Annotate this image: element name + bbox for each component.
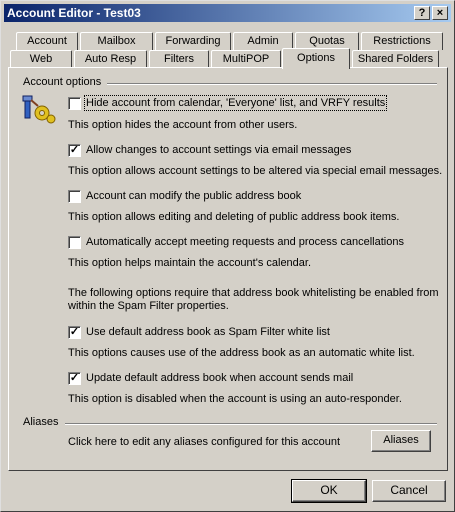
whitelist-note-line2: within the Spam Filter properties. bbox=[68, 300, 229, 312]
hide-account-label[interactable]: Hide account from calendar, 'Everyone' list, and VRFY results bbox=[86, 97, 386, 109]
tab-admin[interactable]: Admin bbox=[233, 32, 293, 50]
tab-options[interactable]: Options bbox=[282, 48, 350, 69]
options-panel bbox=[8, 67, 448, 471]
allow-changes-checkbox[interactable]: ✓ bbox=[69, 144, 80, 156]
group-separator bbox=[107, 83, 437, 85]
update-address-book-checkbox[interactable]: ✓ bbox=[69, 372, 80, 384]
tab-web[interactable]: Web bbox=[10, 50, 72, 68]
accept-meetings-desc: This option helps maintain the account's calendar. bbox=[68, 257, 312, 269]
tab-auto-resp[interactable]: Auto Resp bbox=[74, 50, 147, 68]
spam-whitelist-desc: This options causes use of the address book as an automatic white list. bbox=[68, 347, 415, 359]
aliases-desc: Click here to edit any aliases configured for this account bbox=[68, 436, 341, 448]
ok-button[interactable]: OK bbox=[292, 480, 366, 502]
close-button[interactable]: × bbox=[432, 6, 448, 20]
modify-address-book-desc: This option allows editing and deleting of public address book items. bbox=[68, 211, 400, 223]
tab-account[interactable]: Account bbox=[16, 32, 78, 50]
tab-shared-folders[interactable]: Shared Folders bbox=[352, 50, 439, 68]
help-button[interactable]: ? bbox=[414, 6, 430, 20]
title-bar[interactable] bbox=[4, 4, 451, 22]
tab-filters[interactable]: Filters bbox=[149, 50, 209, 68]
hide-account-checkbox[interactable] bbox=[68, 97, 81, 110]
modify-address-book-label[interactable]: Account can modify the public address book bbox=[86, 190, 302, 202]
allow-changes-label[interactable]: Allow changes to account settings via email messages bbox=[86, 144, 352, 156]
spam-whitelist-label[interactable]: Use default address book as Spam Filter white list bbox=[86, 326, 330, 338]
tab-restrictions[interactable]: Restrictions bbox=[361, 32, 443, 50]
tab-multipop[interactable]: MultiPOP bbox=[211, 50, 281, 68]
settings-tools-icon bbox=[22, 95, 56, 125]
allow-changes-desc: This option allows account settings to be altered via special email messages. bbox=[68, 165, 443, 177]
cancel-button[interactable]: Cancel bbox=[372, 480, 446, 502]
window-title: Account Editor - Test03 bbox=[7, 6, 141, 20]
tab-quotas[interactable]: Quotas bbox=[295, 32, 359, 50]
account-options-label: Account options bbox=[23, 76, 102, 88]
modify-address-book-checkbox[interactable] bbox=[68, 190, 81, 203]
aliases-separator bbox=[65, 423, 437, 425]
tab-forwarding[interactable]: Forwarding bbox=[155, 32, 231, 50]
tab-mailbox[interactable]: Mailbox bbox=[80, 32, 153, 50]
accept-meetings-checkbox[interactable] bbox=[68, 236, 81, 249]
spam-whitelist-checkbox[interactable]: ✓ bbox=[69, 326, 80, 338]
aliases-button[interactable]: Aliases bbox=[371, 430, 431, 452]
hide-account-desc: This option hides the account from other users. bbox=[68, 119, 298, 131]
aliases-group-label: Aliases bbox=[23, 416, 59, 428]
accept-meetings-label[interactable]: Automatically accept meeting requests and process cancellations bbox=[86, 236, 404, 248]
update-address-book-desc: This option is disabled when the account is using an auto-responder. bbox=[68, 393, 402, 405]
whitelist-note-line1: The following options require that address book whitelisting be enabled from bbox=[68, 287, 439, 299]
update-address-book-label[interactable]: Update default address book when account sends mail bbox=[86, 372, 354, 384]
